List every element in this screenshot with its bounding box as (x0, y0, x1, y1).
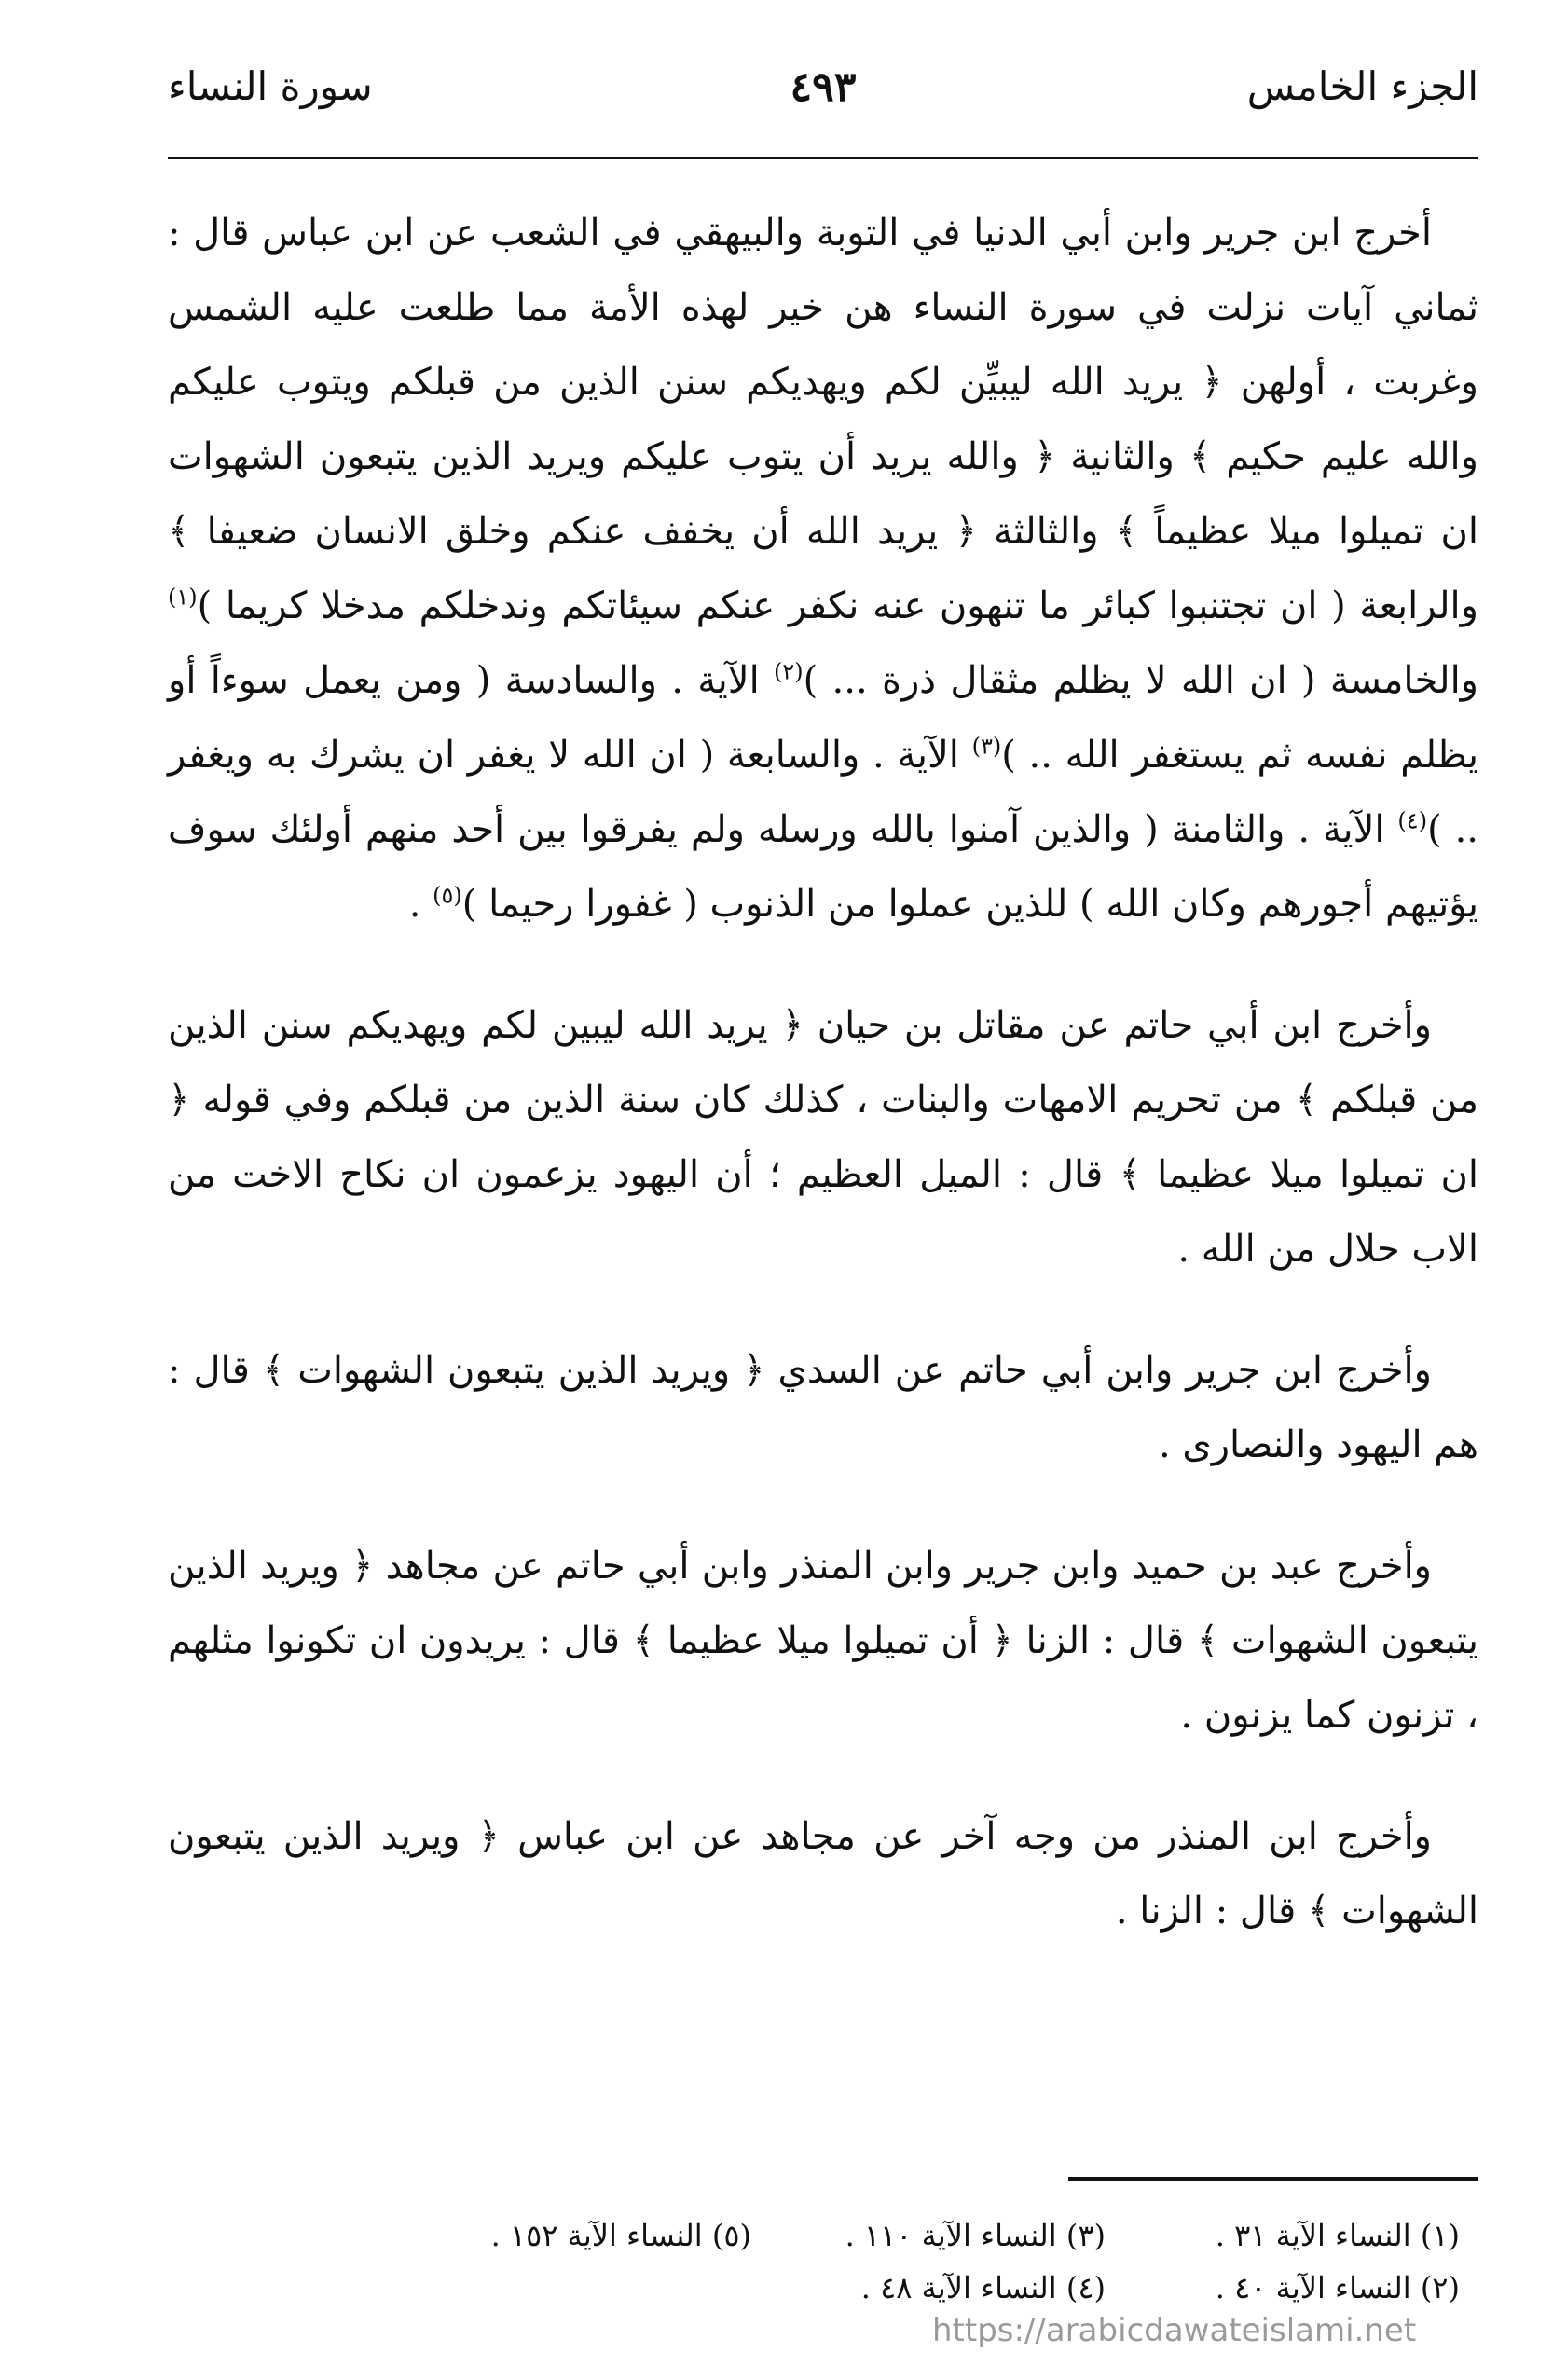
paragraph-1-text-c: الآية . والسادسة ( ومن يعمل سوءاً أو يظلم نفسه ثم يستغفر الله .. ) (168, 659, 1479, 777)
paragraph-2: وأخرج ابن أبي حاتم عن مقاتل بن حيان ﴿ يريد الله ليبين لكم ويهديكم سنن الذين من قبلكم ﴾ من تحريم الامهات والبنات ، كذلك كان سنة الذين من قبلكم وفي قوله ﴿ ان تميلوا ميلا عظيما ﴾ قال : الميل العظيم ؛ أن اليهود يزعمون ان نكاح الاخت من الاب حلال من الله . (168, 1004, 1478, 1271)
footnote-row-2 (168, 2262, 1460, 2314)
watermark-url: https://arabicdawateislami.net (932, 2312, 1417, 2349)
footnotes (168, 2209, 1460, 2314)
footnote-2: (٢) النساء الآية ٤٠ . (1215, 2270, 1460, 2305)
footnote-ref-3: (٣) (971, 733, 1002, 760)
footnote-3: (٣) النساء الآية ١١٠ . (845, 2218, 1106, 2253)
footnote-ref-1: (١) (168, 584, 198, 611)
running-header (168, 63, 1478, 138)
footnote-divider (1068, 2177, 1478, 2181)
paragraph-5: وأخرج ابن المنذر من وجه آخر عن مجاهد عن ابن عباس ﴿ ويريد الذين يتبعون الشهوات ﴾ قال : الزنا . (168, 1815, 1478, 1933)
footnote-ref-2: (٢) (774, 658, 804, 685)
footnote-4: (٤) النساء الآية ٤٨ . (860, 2270, 1106, 2305)
footnote-1: (١) النساء الآية ٣١ . (1215, 2218, 1460, 2253)
paragraph-4: وأخرج عبد بن حميد وابن جرير وابن المنذر وابن أبي حاتم عن مجاهد ﴿ ويريد الذين يتبعون الشهوات ﴾ قال : الزنا ﴿ أن تميلوا ميلا عظيما ﴾ قال : يريدون ان تكونوا مثلهم ، تزنون كما يزنون . (168, 1545, 1478, 1737)
page-number: ٤٩٣ (790, 63, 857, 111)
paragraph-1-text: أخرج ابن جرير وابن أبي الدنيا في التوبة والبيهقي في الشعب عن ابن عباس قال : ثماني آيات نزلت في سورة النساء هن خير لهذه الأمة مما طلعت عليه الشمس وغربت ، أولهن ﴿ يريد الله ليبيِّن لكم ويهديكم سنن الذين من قبلكم ويتوب عليكم والله عليم حكيم ﴾ والثانية ﴿ والله يريد أن يتوب عليكم ويريد الذين يتبعون الشهوات ان تميلوا ميلا عظيماً ﴾ والثالثة ﴿ يريد الله أن يخفف عنكم وخلق الانسان ضعيفا ﴾ والرابعة ( ان تجتنبوا كبائر ما تنهون عنه نكفر عنكم سيئاتكم وندخلكم مدخلا كريما ) (168, 212, 1478, 627)
footnote-5: (٥) النساء الآية ١٥٢ . (490, 2218, 751, 2253)
paragraph-3: وأخرج ابن جرير وابن أبي حاتم عن السدي ﴿ ويريد الذين يتبعون الشهوات ﴾ قال : هم اليهود والنصارى . (168, 1349, 1478, 1466)
paragraph-1 (168, 196, 1478, 942)
surah-title: سورة النساء (168, 63, 373, 109)
paragraph-1-text-b: والخامسة ( ان الله لا يظلم مثقال ذرة ... ) (803, 659, 1479, 702)
footnote-row-1 (168, 2209, 1460, 2262)
header-divider (168, 157, 1478, 159)
paragraph-1-text-f: . (408, 883, 433, 926)
main-text (168, 196, 1478, 1995)
footnote-ref-5: (٥) (433, 882, 462, 909)
paragraph-1-text-d: الآية . والسابعة ( ان الله لا يغفر ان يشرك به ويغفر .. ) (168, 734, 1479, 851)
footnote-ref-4: (٤) (1397, 807, 1428, 834)
part-title: الجزء الخامس (1246, 63, 1478, 109)
paragraph-1-text-e: الآية . والثامنة ( والذين آمنوا بالله ورسله ولم يفرقوا بين أحد منهم أولئك سوف يؤتيهم أجورهم وكان الله ) للذين عملوا من الذنوب ( غفورا رحيما ) (168, 808, 1478, 926)
